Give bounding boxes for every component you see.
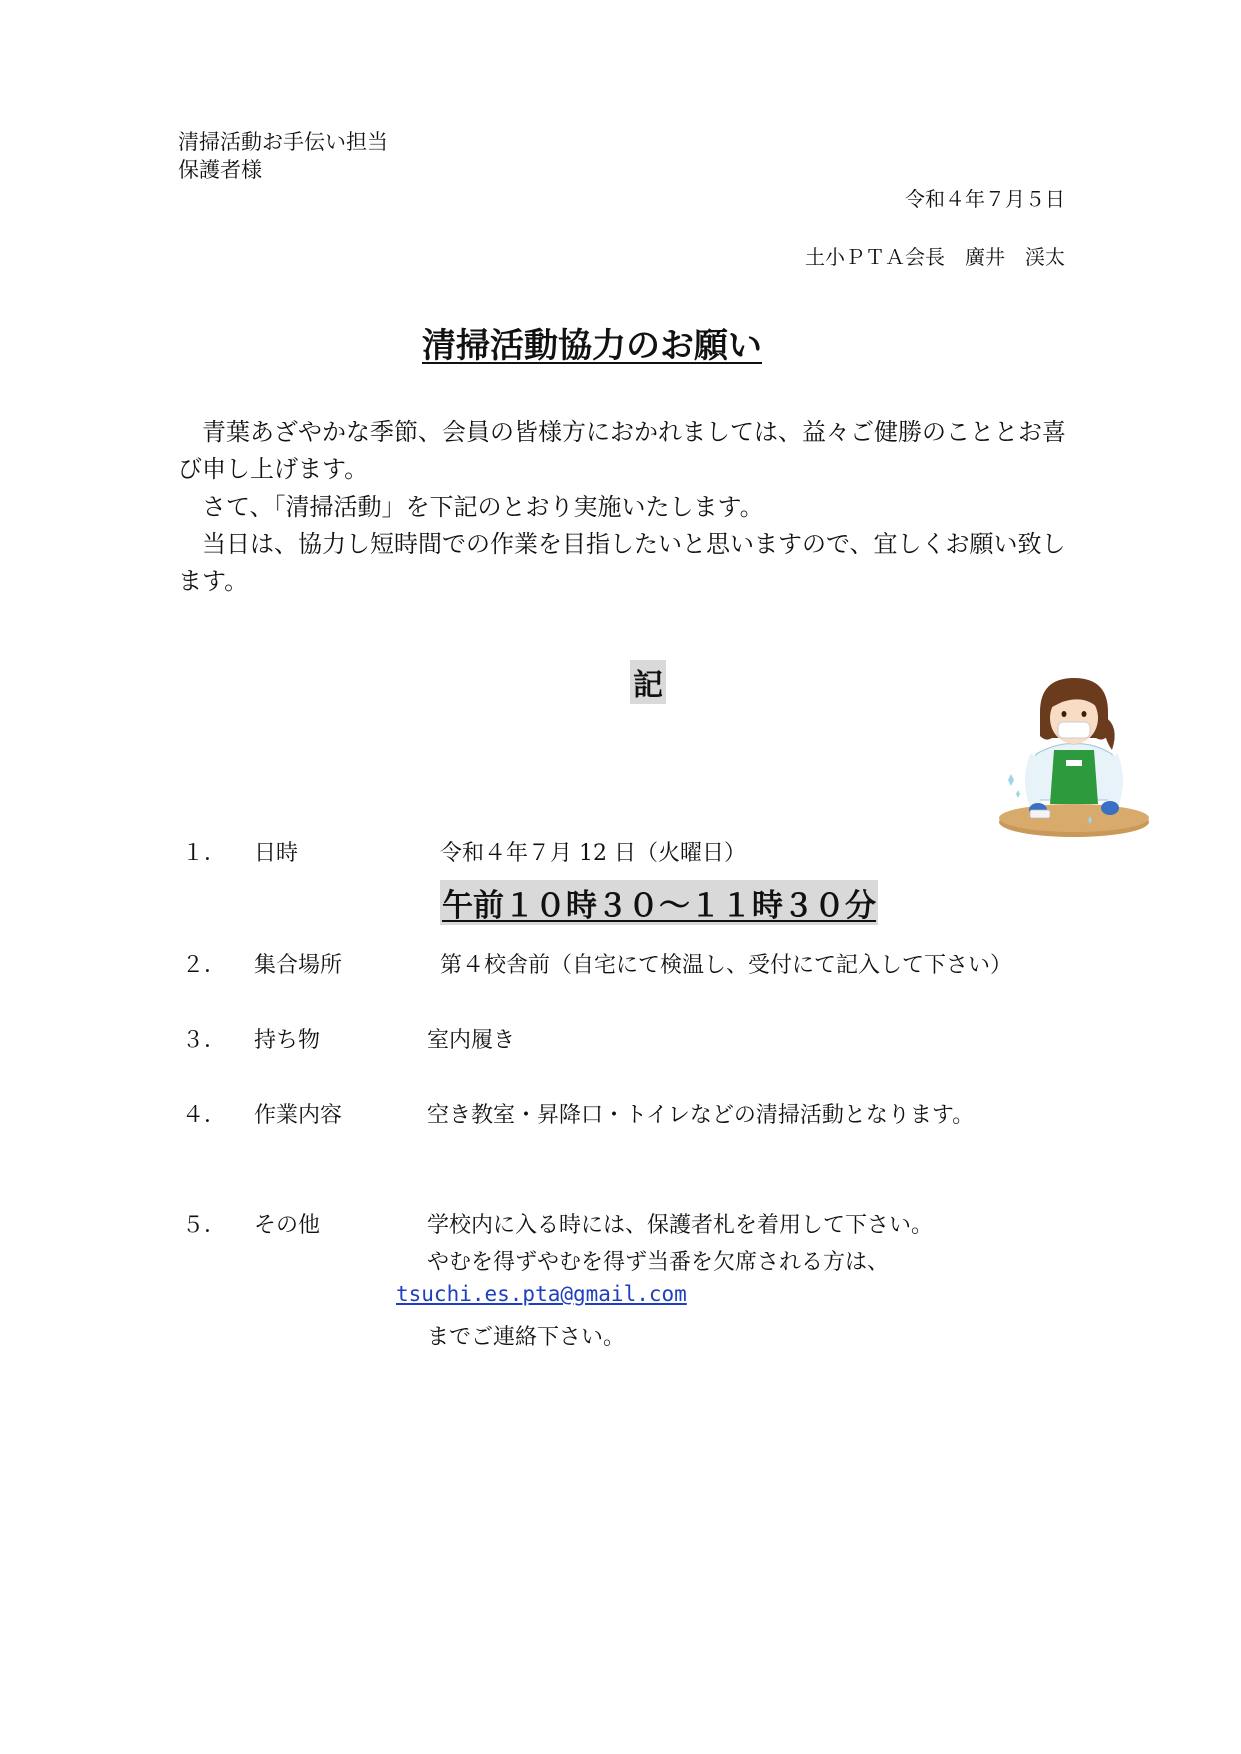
item-5-label: その他 — [254, 1213, 321, 1238]
item-5-value-line-1: 学校内に入る時には、保護者札を着用して下さい。 — [427, 1213, 934, 1238]
cleaning-woman-illustration — [996, 672, 1152, 844]
item-4-value: 空き教室・昇降口・トイレなどの清掃活動となります。 — [427, 1103, 975, 1128]
item-1-label: 日時 — [254, 841, 299, 866]
body-paragraph-3: 当日は、協力し短時間での作業を目指したいと思いますので、宜しくお願い致します。 — [178, 530, 1066, 595]
item-5-value-line-2: やむを得ずやむを得ず当番を欠席される方は、 — [427, 1250, 890, 1275]
recipient-line-2: 保護者様 — [178, 158, 262, 182]
item-1-number: １． — [182, 841, 227, 866]
body-paragraph-2: さて、「清掃活動」を下記のとおり実施いたします。 — [178, 493, 764, 521]
item-5-value-line-4: までご連絡下さい。 — [427, 1325, 626, 1350]
item-2-value: 第４校舎前（自宅にて検温し、受付にて記入して下さい） — [440, 953, 1013, 978]
item-4-number: ４． — [182, 1103, 227, 1128]
item-3-label: 持ち物 — [254, 1028, 321, 1053]
item-1-time-highlight: 午前１０時３０～１１時３０分 — [440, 880, 878, 925]
item-1-value: 令和４年７月 12 日（火曜日） — [440, 841, 746, 866]
item-2-number: ２． — [182, 953, 227, 978]
item-3-number: ３． — [182, 1028, 227, 1053]
sender-name: 土小ＰＴＡ会長 廣井 渓太 — [805, 245, 1065, 269]
item-3-value: 室内履き — [427, 1028, 516, 1053]
document-title: 清掃活動協力のお願い — [422, 326, 762, 366]
item-2-label: 集合場所 — [254, 953, 343, 978]
recipient-line-1: 清掃活動お手伝い担当 — [178, 130, 388, 154]
item-4-label: 作業内容 — [254, 1103, 343, 1128]
ki-heading: 記 — [630, 660, 666, 704]
item-5-number: ５． — [182, 1213, 227, 1238]
contact-email-link[interactable]: tsuchi.es.pta@gmail.com — [396, 1282, 687, 1306]
body-paragraph-1: 青葉あざやかな季節、会員の皆様方におかれましては、益々ご健勝のこととお喜び申し上げます。 — [178, 418, 1066, 483]
document-date: 令和４年７月５日 — [905, 187, 1065, 211]
